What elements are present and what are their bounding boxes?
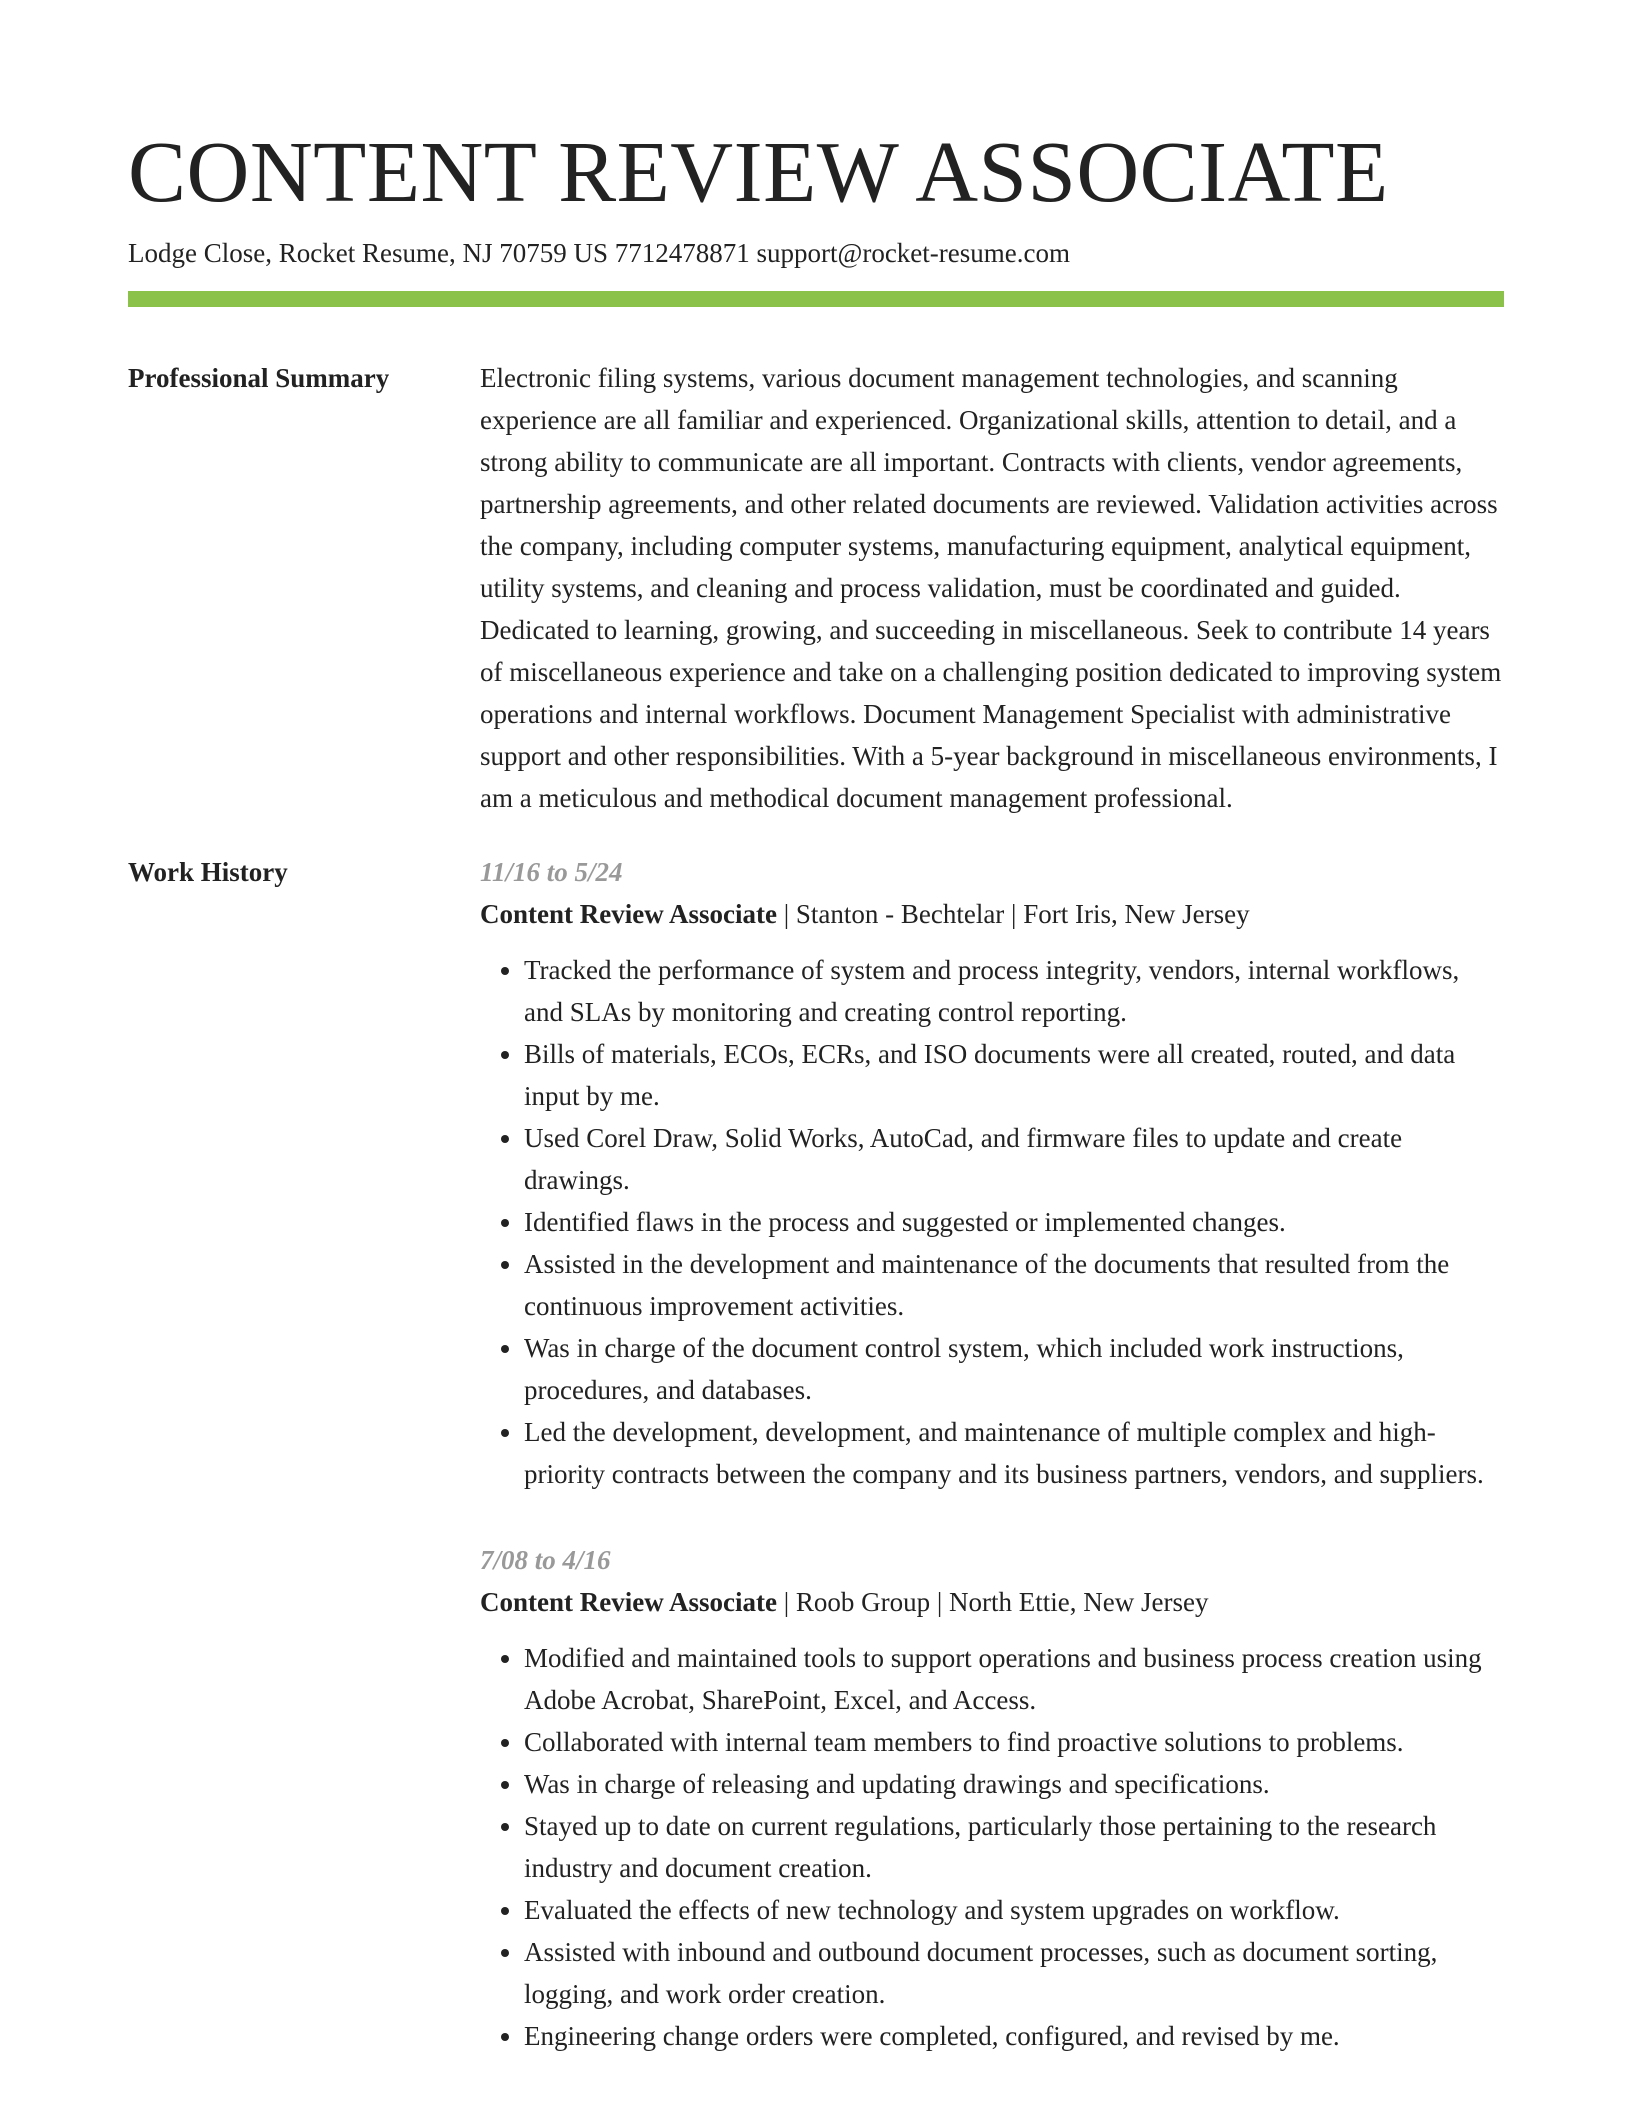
job-entry <box>480 1539 1504 2057</box>
work-history-section-label: Work History <box>128 857 288 888</box>
job-bullet-list <box>480 949 1504 1495</box>
job-details: | Stanton - Bechtelar | Fort Iris, New Jersey <box>776 899 1250 930</box>
summary-text: Electronic filing systems, various document management technologies, and scanning experience are all familiar and experienced. Organizational skills, attention to detail, and a strong ability to communicate are all important. Contracts with clients, vendor agreements, partnership agreements, and other related documents are reviewed. Validation activities across the company, including computer systems, manufacturing equipment, analytical equipment, utility systems, and cleaning and process validation, must be coordinated and guided. Dedicated to learning, growing, and succeeding in miscellaneous. Seek to contribute 14 years of miscellaneous experience and take on a challenging position dedicated to improving system operations and internal workflows. Document Management Specialist with administrative support and other responsibilities. With a 5-year background in miscellaneous environments, I am a meticulous and methodical document management professional. <box>480 363 1502 814</box>
contact-email: support@rocket-resume.com <box>756 238 1070 268</box>
job-dates: 7/08 to 4/16 <box>480 1545 611 1576</box>
job-bullet: • Identified flaws in the process and suggested or implemented changes. <box>524 1201 1504 1243</box>
job-title: Content Review Associate <box>480 899 777 930</box>
contact-address: Lodge Close, Rocket Resume, NJ 70759 US <box>128 238 608 268</box>
accent-divider <box>128 291 1504 307</box>
job-bullet: • Used Corel Draw, Solid Works, AutoCad, and firmware files to update and create drawings. <box>524 1117 1504 1201</box>
job-bullet: • Bills of materials, ECOs, ECRs, and ISO documents were all created, routed, and data input by me. <box>524 1033 1504 1117</box>
work-history-section <box>128 851 1504 2101</box>
job-bullet: • Collaborated with internal team members to find proactive solutions to problems. <box>524 1721 1504 1763</box>
contact-phone: 7712478871 <box>614 238 750 268</box>
resume-page <box>128 118 1504 2101</box>
work-history-body <box>480 851 1504 2101</box>
job-bullet: • Evaluated the effects of new technology and system upgrades on workflow. <box>524 1889 1504 1931</box>
summary-section-body <box>480 357 1504 819</box>
job-bullet: • Assisted in the development and maintenance of the documents that resulted from the continuous improvement activities. <box>524 1243 1504 1327</box>
job-bullet: • Tracked the performance of system and process integrity, vendors, internal workflows, and SLAs by monitoring and creating control reporting. <box>524 949 1504 1033</box>
summary-section <box>128 357 1504 819</box>
job-bullet: • Was in charge of releasing and updating drawings and specifications. <box>524 1763 1504 1805</box>
job-title: Content Review Associate <box>480 1587 777 1618</box>
contact-line <box>128 237 1504 269</box>
job-bullet-list <box>480 1637 1504 2057</box>
job-title-line <box>480 1581 1504 1623</box>
resume-name-heading: CONTENT REVIEW ASSOCIATE <box>128 123 1389 220</box>
job-details: | Roob Group | North Ettie, New Jersey <box>776 1587 1209 1618</box>
job-bullet: • Modified and maintained tools to support operations and business process creation using Adobe Acrobat, SharePoint, Excel, and Access. <box>524 1637 1504 1721</box>
job-entry <box>480 851 1504 1495</box>
job-bullet: • Was in charge of the document control system, which included work instructions, procedures, and databases. <box>524 1327 1504 1411</box>
job-bullet: • Engineering change orders were completed, configured, and revised by me. <box>524 2015 1504 2057</box>
job-bullet: • Stayed up to date on current regulations, particularly those pertaining to the research industry and document creation. <box>524 1805 1504 1889</box>
job-title-line <box>480 893 1504 935</box>
job-bullet: • Assisted with inbound and outbound document processes, such as document sorting, logging, and work order creation. <box>524 1931 1504 2015</box>
job-bullet: • Led the development, development, and maintenance of multiple complex and high-priority contracts between the company and its business partners, vendors, and suppliers. <box>524 1411 1504 1495</box>
summary-section-label: Professional Summary <box>128 363 390 394</box>
job-dates: 11/16 to 5/24 <box>480 857 623 888</box>
